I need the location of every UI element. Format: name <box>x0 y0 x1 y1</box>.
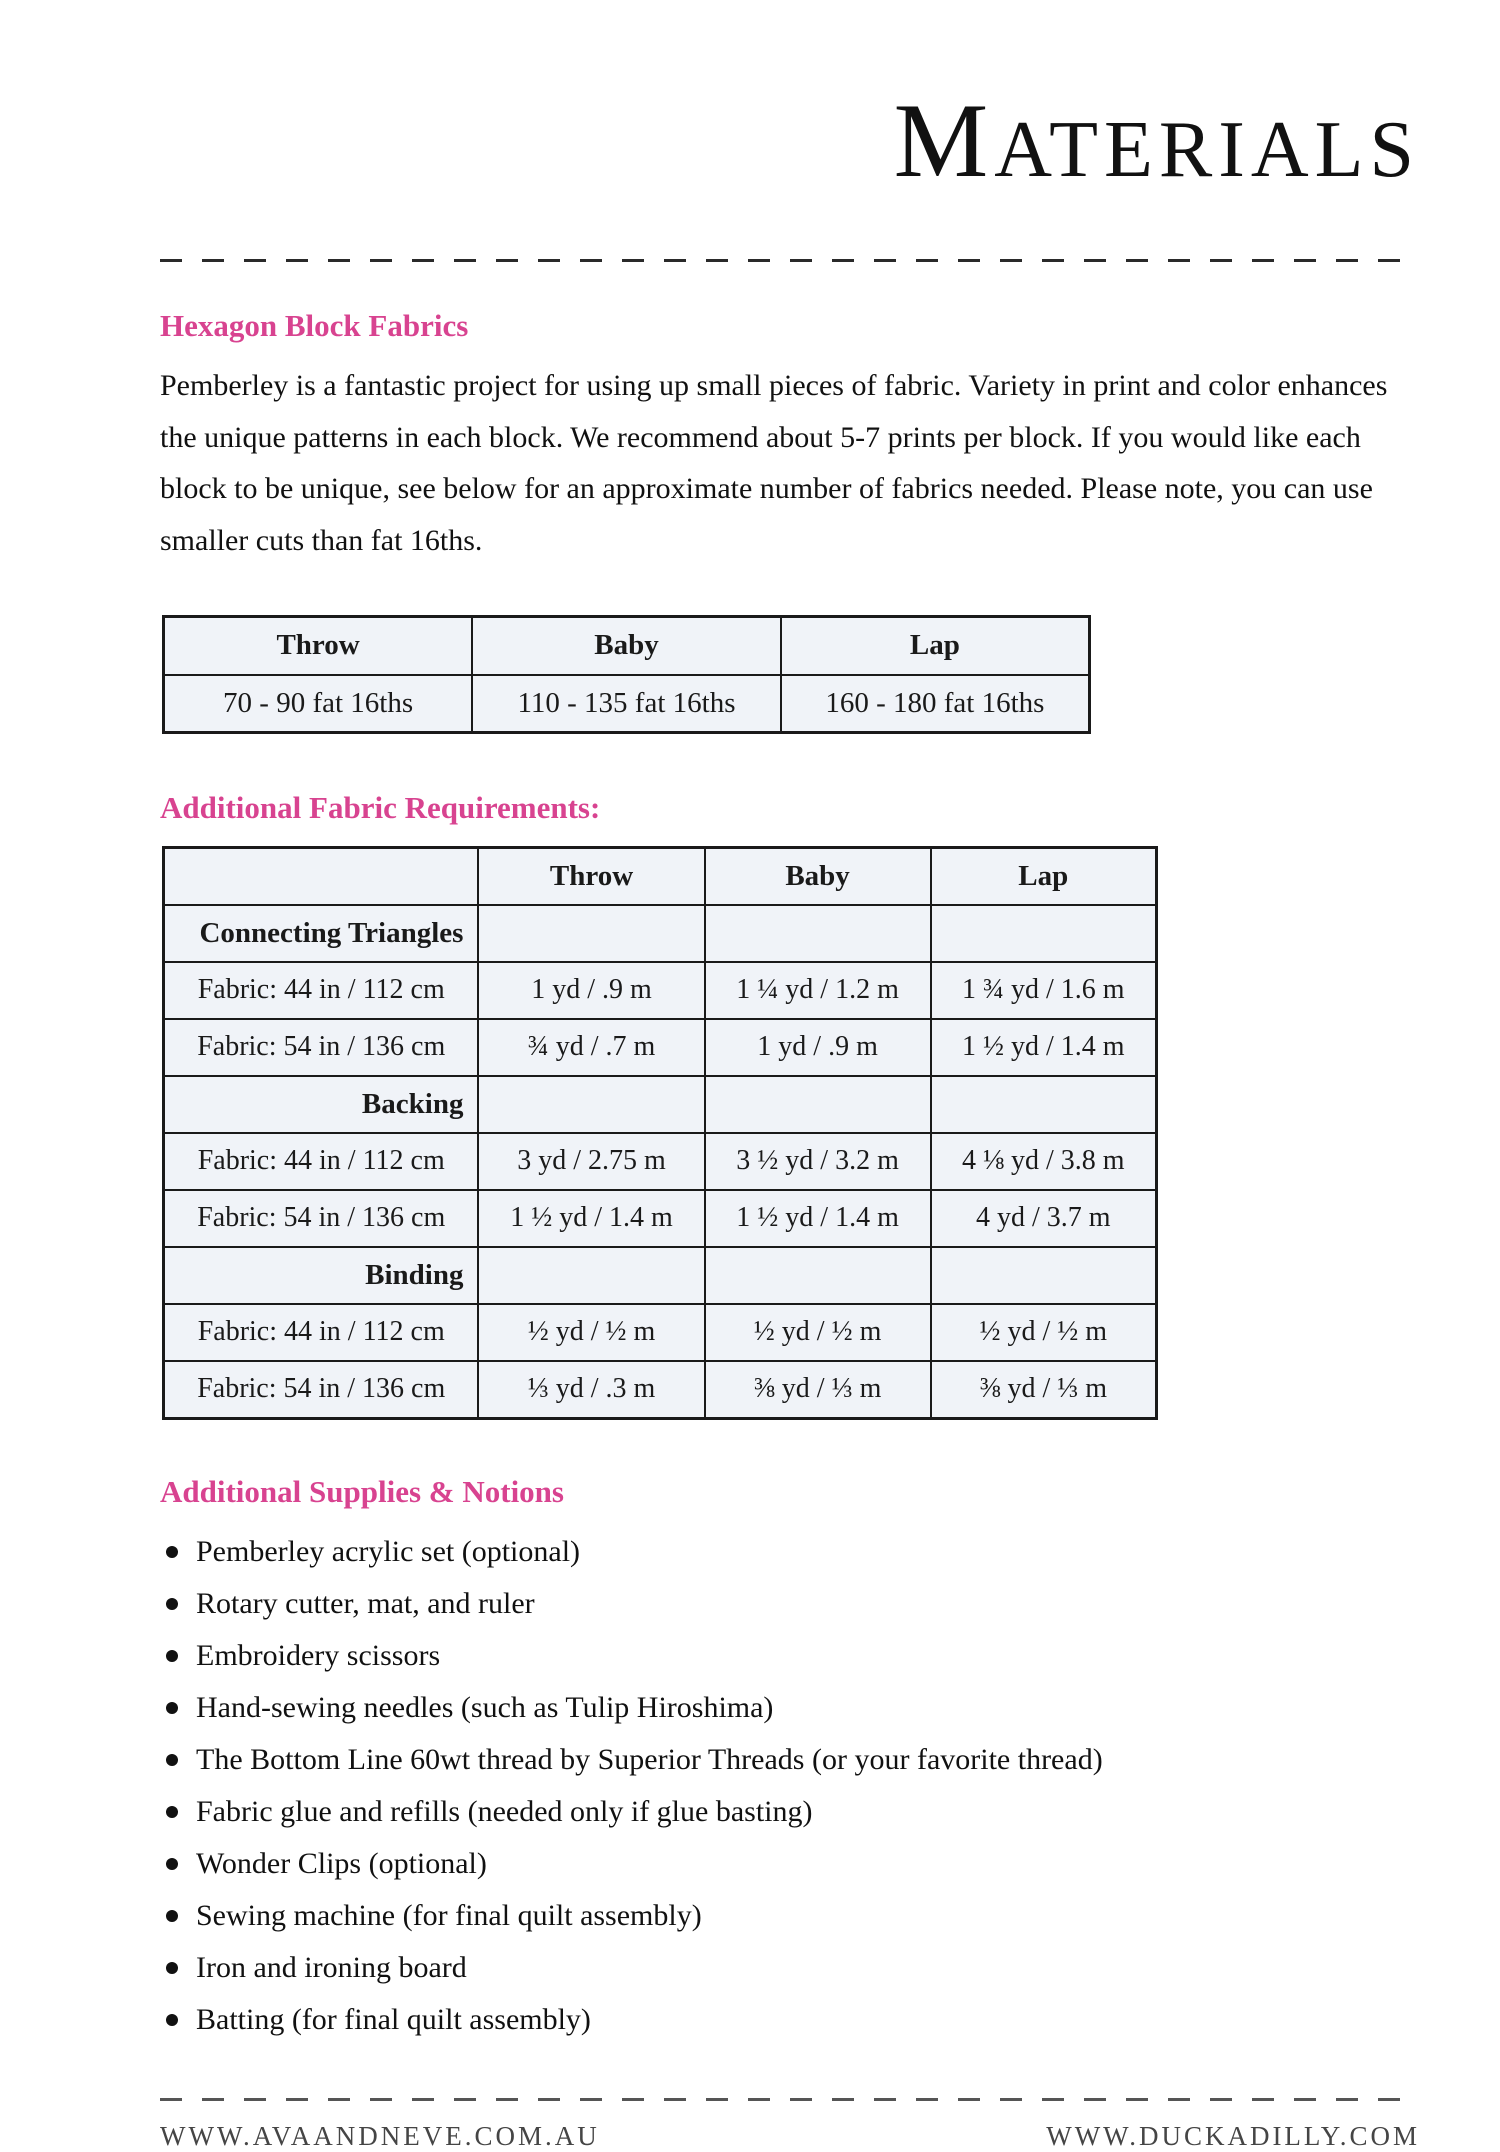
fabric-requirements-table <box>162 846 1158 1420</box>
size-table-value-throw: 70 - 90 fat 16ths <box>164 675 473 733</box>
list-item <box>160 1682 1420 1734</box>
cell-baby: 1 ½ yd / 1.4 m <box>705 1190 931 1247</box>
table-row <box>164 1304 1157 1361</box>
row-label: Fabric: 44 in / 112 cm <box>164 1304 479 1361</box>
table-row <box>164 1133 1157 1190</box>
list-item-text: Rotary cutter, mat, and ruler <box>196 1586 535 1620</box>
list-item <box>160 1890 1420 1942</box>
list-item-text: Hand-sewing needles (such as Tulip Hiroshima) <box>196 1690 774 1724</box>
req-table-header-row <box>164 847 1157 905</box>
cell-throw: 1 ½ yd / 1.4 m <box>478 1190 704 1247</box>
cell-throw: ½ yd / ½ m <box>478 1304 704 1361</box>
empty-cell <box>478 1247 704 1304</box>
row-label: Fabric: 44 in / 112 cm <box>164 1133 479 1190</box>
list-item <box>160 1578 1420 1630</box>
req-header-baby: Baby <box>705 847 931 905</box>
list-item-text: Sewing machine (for final quilt assembly) <box>196 1898 702 1932</box>
page-title: MATERIALS <box>893 82 1420 200</box>
cell-throw: 3 yd / 2.75 m <box>478 1133 704 1190</box>
bullet-icon <box>166 1910 178 1922</box>
table-row <box>164 1190 1157 1247</box>
heading-additional-fabric-requirements: Additional Fabric Requirements: <box>160 789 601 825</box>
empty-cell <box>478 1076 704 1133</box>
list-item-text: Pemberley acrylic set (optional) <box>196 1534 581 1568</box>
bullet-icon <box>166 1546 178 1558</box>
list-item <box>160 1994 1420 2046</box>
top-dashed-divider <box>160 259 1420 262</box>
req-header-throw: Throw <box>478 847 704 905</box>
cell-lap: ½ yd / ½ m <box>931 1304 1157 1361</box>
intro-paragraph: Pemberley is a fantastic project for using up small pieces of fabric. Variety in print and color enhances the unique patterns in each block. We recommend about 5-7 prints per block. If you would like each block to be unique, see below for an approximate number of fabrics needed. Please note, you can use smaller cuts than fat 16ths. <box>160 369 1388 558</box>
bullet-icon <box>166 1858 178 1870</box>
page-content <box>0 78 1500 2152</box>
cell-throw: ¾ yd / .7 m <box>478 1019 704 1076</box>
bullet-icon <box>166 1702 178 1714</box>
row-label: Fabric: 44 in / 112 cm <box>164 962 479 1019</box>
row-label: Fabric: 54 in / 136 cm <box>164 1019 479 1076</box>
list-item-text: Fabric glue and refills (needed only if glue basting) <box>196 1794 813 1828</box>
bullet-icon <box>166 2014 178 2026</box>
cell-baby: 1 ¼ yd / 1.2 m <box>705 962 931 1019</box>
cell-lap: 4 yd / 3.7 m <box>931 1190 1157 1247</box>
list-item <box>160 1838 1420 1890</box>
cell-baby: 1 yd / .9 m <box>705 1019 931 1076</box>
footer-left-url: WWW.AVAANDNEVE.COM.AU <box>160 2120 600 2151</box>
list-item <box>160 1786 1420 1838</box>
list-item-text: Iron and ironing board <box>196 1950 467 1984</box>
size-table-header-row <box>164 616 1090 675</box>
list-item <box>160 1630 1420 1682</box>
supplies-list <box>160 1526 1420 2046</box>
heading-additional-supplies-notions: Additional Supplies & Notions <box>160 1473 564 1509</box>
empty-cell <box>931 905 1157 962</box>
section-row-backing <box>164 1076 1157 1133</box>
req-header-lap: Lap <box>931 847 1157 905</box>
bullet-icon <box>166 1962 178 1974</box>
table-row <box>164 1361 1157 1419</box>
section-label-connecting-triangles: Connecting Triangles <box>164 905 479 962</box>
footer-right-url: WWW.DUCKADILLY.COM <box>1046 2120 1420 2151</box>
fat-16ths-size-table <box>162 615 1091 734</box>
size-table-value-baby: 110 - 135 fat 16ths <box>472 675 781 733</box>
req-header-blank <box>164 847 479 905</box>
row-label: Fabric: 54 in / 136 cm <box>164 1190 479 1247</box>
size-table-value-row <box>164 675 1090 733</box>
list-item-text: Wonder Clips (optional) <box>196 1846 487 1880</box>
section-row-binding <box>164 1247 1157 1304</box>
section-label-backing: Backing <box>164 1076 479 1133</box>
cell-lap: ⅜ yd / ⅓ m <box>931 1361 1157 1419</box>
list-item <box>160 1734 1420 1786</box>
section-label-binding: Binding <box>164 1247 479 1304</box>
list-item-text: Embroidery scissors <box>196 1638 441 1672</box>
empty-cell <box>931 1247 1157 1304</box>
footer <box>160 2121 1420 2152</box>
empty-cell <box>705 905 931 962</box>
section-row-connecting-triangles <box>164 905 1157 962</box>
size-table-header-lap: Lap <box>781 616 1090 675</box>
size-table-value-lap: 160 - 180 fat 16ths <box>781 675 1090 733</box>
bottom-dashed-divider <box>160 2098 1420 2101</box>
bullet-icon <box>166 1806 178 1818</box>
table-row <box>164 962 1157 1019</box>
list-item-text: Batting (for final quilt assembly) <box>196 2002 591 2036</box>
bullet-icon <box>166 1598 178 1610</box>
table-row <box>164 1019 1157 1076</box>
empty-cell <box>931 1076 1157 1133</box>
cell-lap: 1 ½ yd / 1.4 m <box>931 1019 1157 1076</box>
size-table-header-baby: Baby <box>472 616 781 675</box>
bullet-icon <box>166 1650 178 1662</box>
list-item <box>160 1942 1420 1994</box>
empty-cell <box>478 905 704 962</box>
empty-cell <box>705 1247 931 1304</box>
heading-hexagon-block-fabrics: Hexagon Block Fabrics <box>160 308 469 344</box>
cell-baby: ⅜ yd / ⅓ m <box>705 1361 931 1419</box>
cell-lap: 1 ¾ yd / 1.6 m <box>931 962 1157 1019</box>
cell-throw: ⅓ yd / .3 m <box>478 1361 704 1419</box>
empty-cell <box>705 1076 931 1133</box>
size-table-header-throw: Throw <box>164 616 473 675</box>
bullet-icon <box>166 1754 178 1766</box>
cell-throw: 1 yd / .9 m <box>478 962 704 1019</box>
list-item <box>160 1526 1420 1578</box>
cell-baby: ½ yd / ½ m <box>705 1304 931 1361</box>
cell-baby: 3 ½ yd / 3.2 m <box>705 1133 931 1190</box>
cell-lap: 4 ⅛ yd / 3.8 m <box>931 1133 1157 1190</box>
list-item-text: The Bottom Line 60wt thread by Superior Threads (or your favorite thread) <box>196 1742 1103 1776</box>
row-label: Fabric: 54 in / 136 cm <box>164 1361 479 1419</box>
